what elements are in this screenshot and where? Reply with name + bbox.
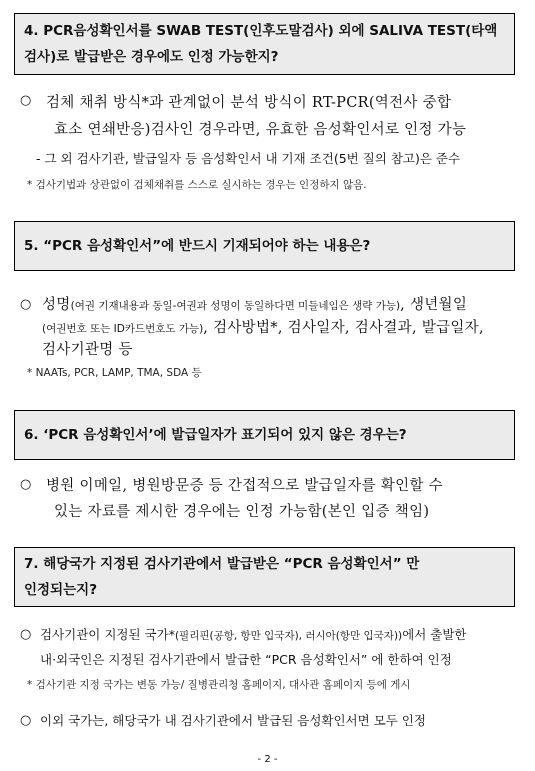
question-box-4 (14, 13, 515, 75)
answer-6-line2: 있는 자료를 제시한 경우에는 인정 가능함(본인 입증 책임) (54, 504, 430, 520)
question-box-7 (14, 547, 515, 607)
answer-5-name: 성명 (42, 297, 71, 313)
page-number: - 2 - (257, 754, 278, 765)
answer-4-line2: 효소 연쇄반응)검사인 경우라면, 유효한 음성확인서로 인정 가능 (54, 122, 467, 138)
question-7-line1: 7. 해당국가 지정된 검사기관에서 발급받은 “PCR 음성확인서” 만 (24, 556, 420, 572)
bullet-symbol: ○ (20, 627, 32, 642)
answer-5-line3: 검사기관명 등 (42, 342, 133, 358)
question-5-text: 5. “PCR 음성확인서”에 반드시 기재되어야 하는 내용은? (24, 238, 371, 254)
bullet-symbol: ○ (20, 297, 32, 312)
bullet-symbol: ○ (20, 477, 32, 492)
bullet-symbol: ○ (20, 93, 32, 108)
question-7-line2: 인정되는지? (24, 582, 98, 598)
answer-4-dash: - 그 외 검사기관, 발급일자 등 음성확인서 내 기재 조건(5번 질의 참고)은 준수 (36, 151, 461, 166)
answer-5-birthdate: , 생년월일 (400, 297, 468, 313)
question-6-text: 6. ‘PCR 음성확인서’에 발급일자가 표기되어 있지 않은 경우는? (24, 427, 407, 443)
answer-7-note: * 검사기관 지정 국가는 변동 가능/ 질병관리청 홈페이지, 대사관 홈페이지 등에 게시 (27, 679, 411, 691)
answer-5-line2 (42, 316, 484, 337)
question-box-6 (14, 410, 515, 460)
answer-7-country-note: (필리핀(공항, 항만 입국자), 러시아(항만 입국자)) (174, 630, 403, 642)
answer-5-note: * NAATs, PCR, LAMP, TMA, SDA 등 (27, 367, 202, 379)
answer-7-bullet2: 이외 국가는, 해당국가 내 검사기관에서 발급된 음성확인서면 모두 인정 (40, 713, 426, 728)
answer-4-note: * 검사기법과 상관없이 검체채취를 스스로 실시하는 경우는 인정하지 않음. (27, 179, 367, 191)
answer-5-name-note: (여권 기재내용과 동일-여권과 성명이 동일하다면 미들네임은 생략 가능) (70, 300, 401, 312)
answer-4-line1: 검체 채취 방식*과 관계없이 분석 방식이 RT-PCR(역전사 중합 (46, 95, 452, 111)
answer-7-part1: 검사기관이 지정된 국가* (40, 627, 175, 642)
question-4-line1: 4. PCR음성확인서를 SWAB TEST(인후도말검사) 외에 SALIVA TEST(타액 (24, 23, 498, 39)
answer-7-part2: 에서 출발한 (402, 627, 467, 642)
bullet-symbol: ○ (20, 713, 32, 728)
answer-5-fields: , 검사방법*, 검사일자, 검사결과, 발급일자, (203, 320, 484, 336)
answer-5-id-note: (여권번호 또는 ID카드번호도 가능) (42, 323, 204, 335)
question-box-5 (14, 221, 515, 271)
answer-5-line1 (42, 293, 467, 314)
answer-7-line2: 내·외국인은 지정된 검사기관에서 발급한 “PCR 음성확인서” 에 한하여 인정 (40, 652, 452, 667)
question-4-line2: 검사)로 발급받은 경우에도 인정 가능한지? (24, 49, 279, 65)
answer-7-line1 (40, 624, 467, 643)
answer-6-line1: 병원 이메일, 병원방문증 등 간접적으로 발급일자를 확인할 수 (46, 478, 443, 494)
